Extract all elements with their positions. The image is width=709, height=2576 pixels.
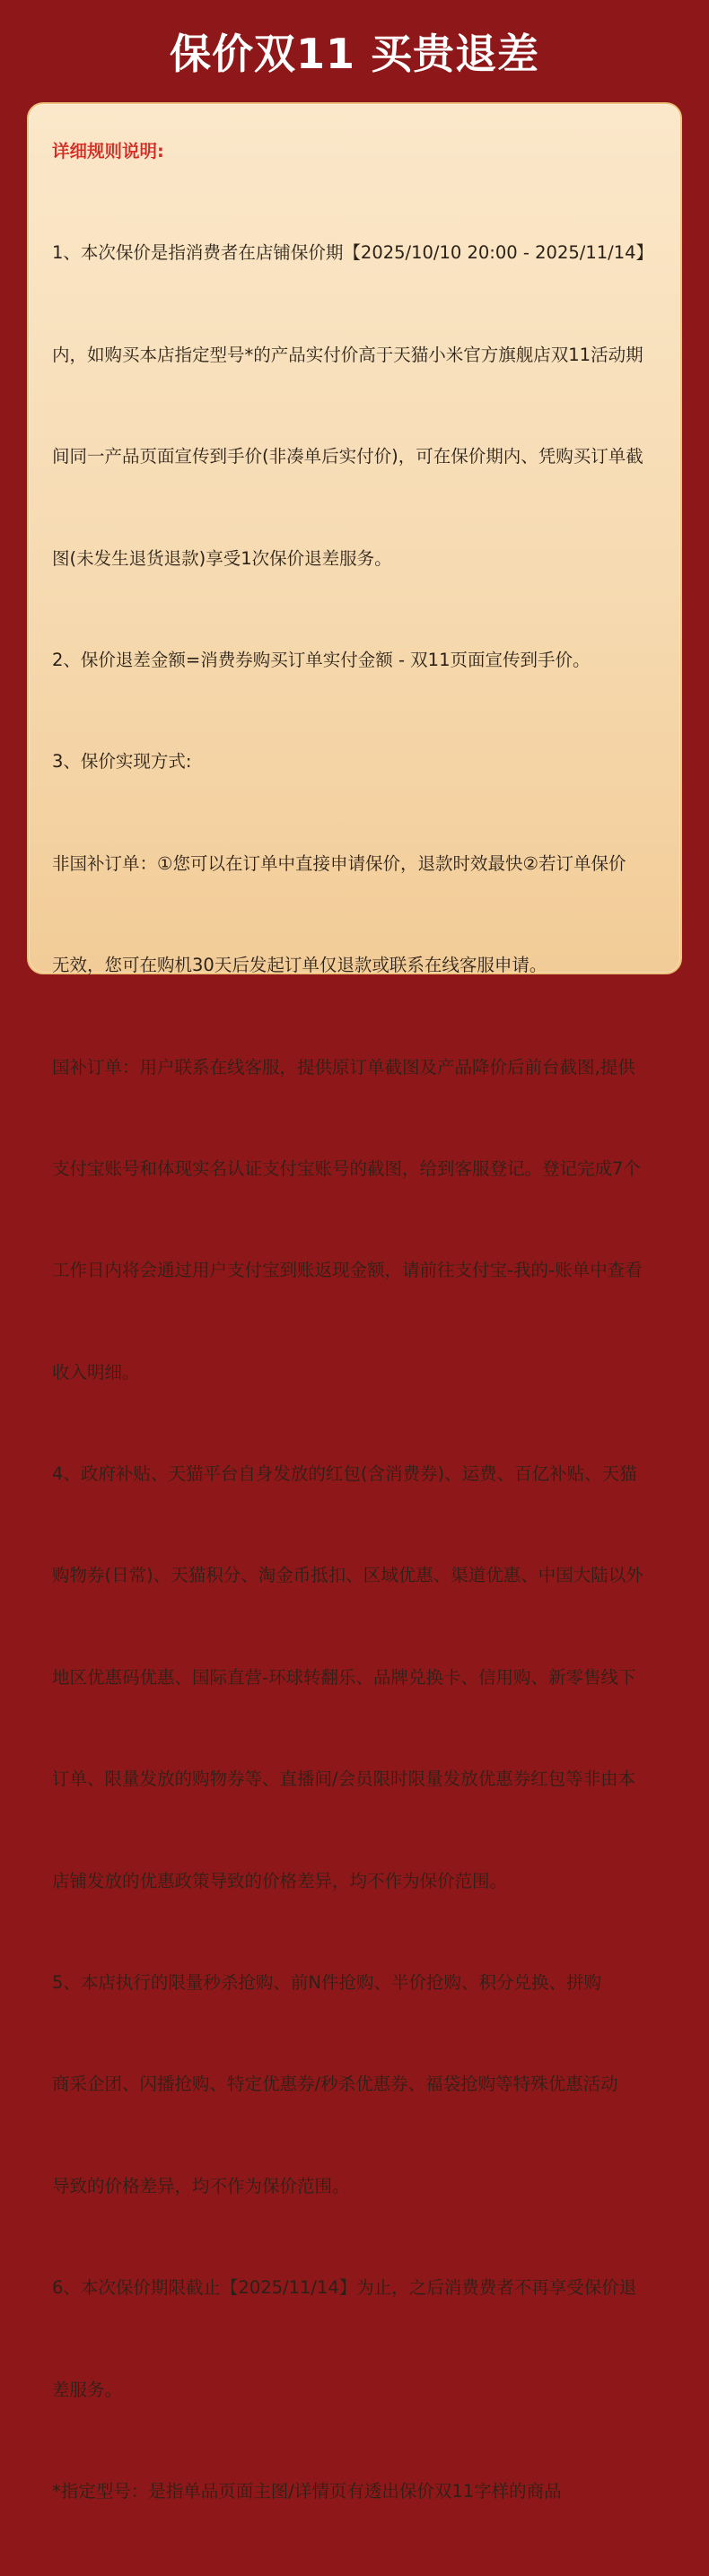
rule-line: 图(未发生退货退款)享受1次保价退差服务。 xyxy=(52,547,392,569)
rule-line: 购物券(日常)、天猫积分、淘金币抵扣、区域优惠、渠道优惠、中国大陆以外 xyxy=(52,1565,643,1586)
rule-line: 订单、限量发放的购物券等、直播间/会员限时限量发放优惠券红包等非由本 xyxy=(52,1768,636,1790)
rule-line: 内，如购买本店指定型号*的产品实付价高于天猫小米官方旗舰店双11活动期 xyxy=(52,344,643,365)
rule-line: 店铺发放的优惠政策导致的价格差异，均不作为保价范围。 xyxy=(52,1870,508,1891)
rule-line: 无效，您可在购机30天后发起订单仅退款或联系在线客服申请。 xyxy=(52,955,547,976)
rule-line: *指定型号：是指单品页面主图/详情页有透出保价双11字样的商品 xyxy=(52,2480,562,2502)
rule-line: 差服务。 xyxy=(52,2379,123,2400)
rule-line: 1、本次保价是指消费者在店铺保价期【2025/10/10 20:00 - 2025/11/14】 xyxy=(52,242,654,264)
page-title: 保价双11 买贵退差 xyxy=(169,30,540,78)
rule-line: 收入明细。 xyxy=(52,1361,140,1383)
rule-line: 5、本店执行的限量秒杀抢购、前N件抢购、半价抢购、积分兑换、拼购 xyxy=(52,1972,601,1994)
rule-line: 间同一产品页面宣传到手价(非凑单后实付价)，可在保价期内、凭购买订单截 xyxy=(52,446,643,467)
rule-line: 6、本次保价期限截止【2025/11/14】为止，之后消费费者不再享受保价退 xyxy=(52,2277,637,2299)
rule-line: 地区优惠码优惠、国际直营-环球转翻乐、品牌兑换卡、信用购、新零售线下 xyxy=(52,1666,636,1688)
rule-line: 非国补订单：①您可以在订单中直接申请保价，退款时效最快②若订单保价 xyxy=(52,852,626,874)
rule-line: 支付宝账号和体现实名认证支付宝账号的截图，给到客服登记。登记完成7个 xyxy=(52,1157,641,1179)
rule-line: 国补订单：用户联系在线客服，提供原订单截图及产品降价后前台截图,提供 xyxy=(52,1056,635,1078)
rules-content xyxy=(52,135,662,2576)
rule-line: 2、保价退差金额=消费券购买订单实付金额 - 双11页面宣传到手价。 xyxy=(52,649,591,670)
rules-body xyxy=(52,169,662,2576)
rule-line: 商采企团、闪播抢购、特定优惠券/秒杀优惠券、福袋抢购等特殊优惠活动 xyxy=(52,2074,618,2095)
rule-line: 3、保价实现方式: xyxy=(52,751,192,773)
rule-line: 4、政府补贴、天猫平台自身发放的红包(含消费券)、运费、百亿补贴、天猫 xyxy=(52,1463,637,1485)
rules-heading: 详细规则说明: xyxy=(52,141,164,162)
rule-line: 导致的价格差异，均不作为保价范围。 xyxy=(52,2175,350,2196)
rule-line: 工作日内将会通过用户支付宝到账返现金额，请前往支付宝-我的-账单中查看 xyxy=(52,1260,643,1281)
